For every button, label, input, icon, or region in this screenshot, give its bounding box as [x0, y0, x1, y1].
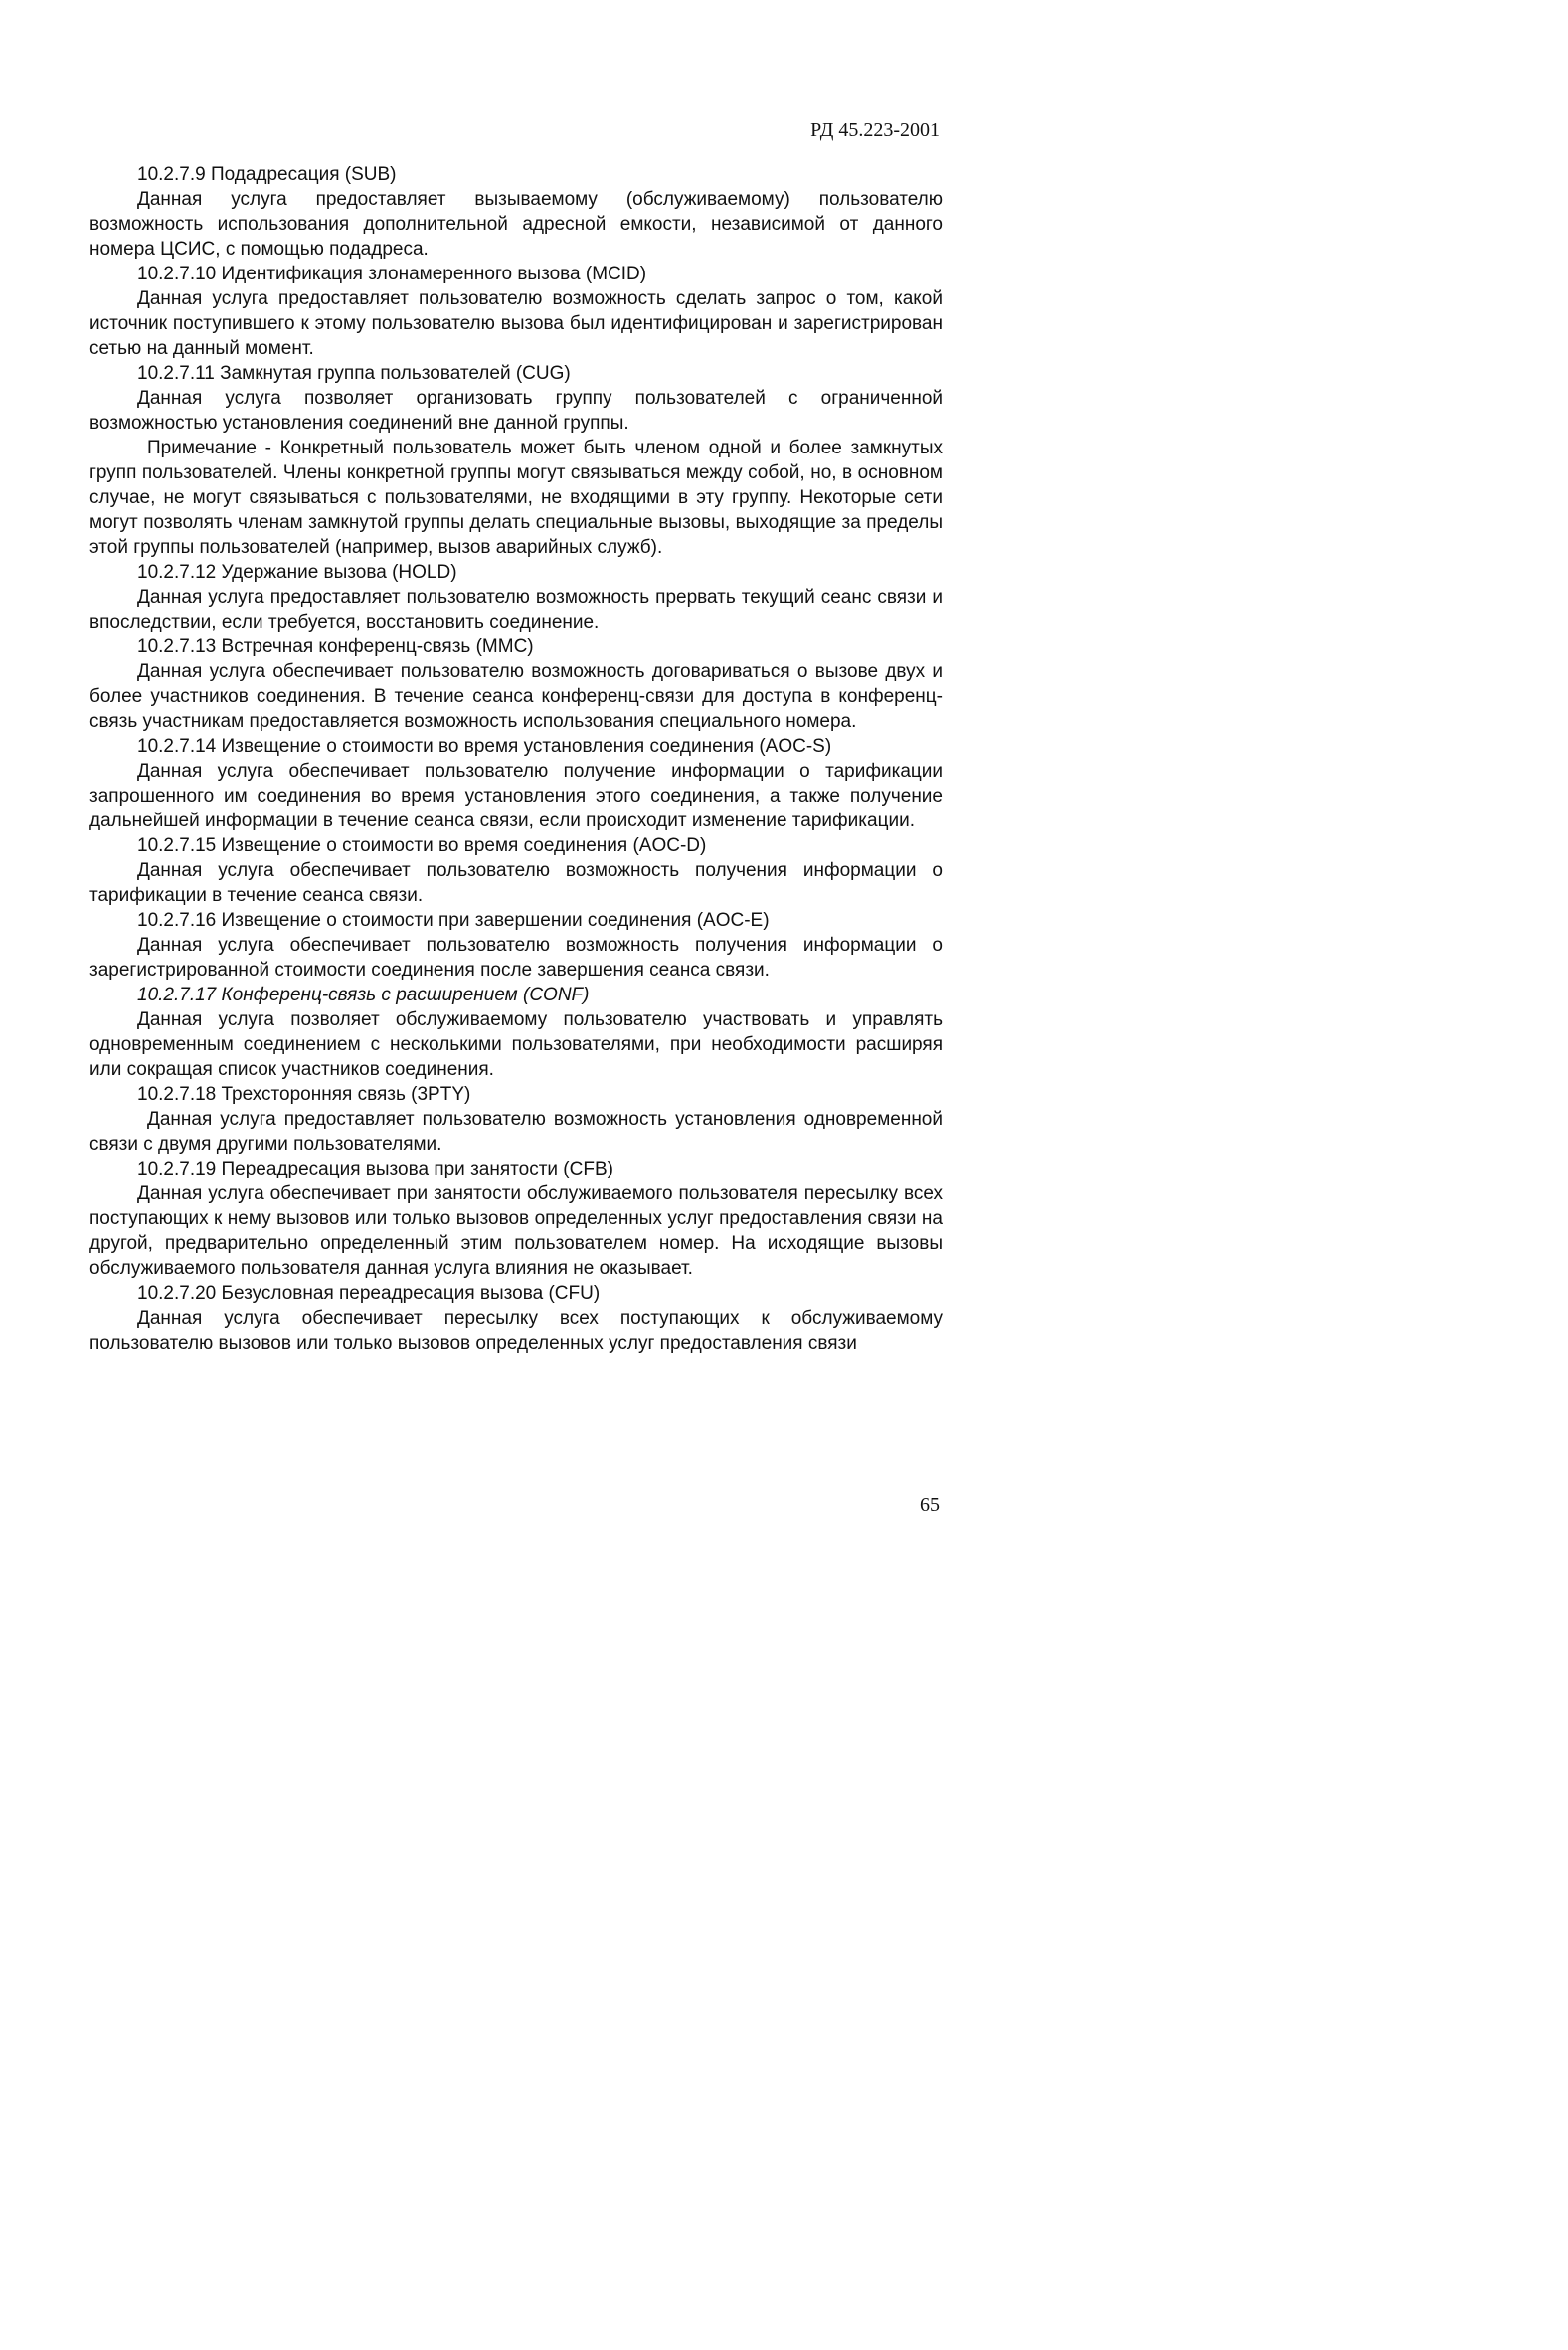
document-page — [0, 0, 1039, 1558]
section-text: Данная услуга обеспечивает пользователю возможность получения информации о тарификации в течение сеанса связи. — [89, 860, 943, 906]
section-heading: 10.2.7.18 Трехсторонняя связь (3PTY) — [137, 1084, 471, 1105]
section-text: Данная услуга обеспечивает при занятости обслуживаемого пользователя пересылку всех поступающих к нему вызовов или только вызовов определенных услуг предоставления связи на другой, предварительно определенный этим пользователем номер. На исходящие вызовы обслуживаемого пользователя данная услуга влияния не оказывает. — [89, 1183, 943, 1279]
section-heading: 10.2.7.16 Извещение о стоимости при завершении соединения (AOC-E) — [137, 910, 770, 931]
section-text: Данная услуга предоставляет пользователю возможность сделать запрос о том, какой источник поступившего к этому пользователю вызова был идентифицирован и зарегистрирован сетью на данный момент. — [89, 288, 943, 359]
section-text: Данная услуга позволяет обслуживаемому пользователю участвовать и управлять одновременным соединением с несколькими пользователями, при необходимости расширяя или сокращая список участников соединения. — [89, 1009, 943, 1080]
section-note: Примечание - Конкретный пользователь может быть членом одной и более замкнутых групп пользователей. Члены конкретной группы могут связываться между собой, но, в основном случае, не могут связываться с пользователями, не входящими в эту группу. Некоторые сети могут позволять членам замкнутой группы делать специальные вызовы, выходящие за пределы этой группы пользователей (например, вызов аварийных служб). — [89, 438, 943, 558]
section-text: Данная услуга обеспечивает пересылку всех поступающих к обслуживаемому пользователю вызовов или только вызовов определенных услуг предоставления связи — [89, 1308, 943, 1354]
section-text: Данная услуга предоставляет пользователю возможность установления одновременной связи с двумя другими пользователями. — [89, 1109, 943, 1155]
document-code: РД 45.223-2001 — [810, 119, 940, 141]
section-text: Данная услуга обеспечивает пользователю возможность получения информации о зарегистрированной стоимости соединения после завершения сеанса связи. — [89, 935, 943, 981]
section-heading: 10.2.7.10 Идентификация злонамеренного вызова (MCID) — [137, 264, 647, 284]
section-heading: 10.2.7.12 Удержание вызова (HOLD) — [137, 562, 457, 583]
section-heading: 10.2.7.14 Извещение о стоимости во время установления соединения (AOC-S) — [137, 736, 832, 757]
section-text: Данная услуга позволяет организовать группу пользователей с ограниченной возможностью установления соединений вне данной группы. — [89, 388, 943, 434]
section-heading: 10.2.7.9 Подадресация (SUB) — [137, 164, 397, 185]
section-text: Данная услуга предоставляет вызываемому (обслуживаемому) пользователю возможность использования дополнительной адресной емкости, независимой от данного номера ЦСИС, с помощью подадреса. — [89, 189, 943, 260]
section-heading: 10.2.7.19 Переадресация вызова при занятости (CFB) — [137, 1159, 613, 1179]
page-number: 65 — [920, 1494, 940, 1516]
section-text: Данная услуга обеспечивает пользователю возможность договариваться о вызове двух и более участников соединения. В течение сеанса конференц-связи для доступа в конференц-связь участникам предоставляется возможность использования специального номера. — [89, 661, 943, 732]
section-text: Данная услуга обеспечивает пользователю получение информации о тарификации запрошенного им соединения во время установления этого соединения, а также получение дальнейшей информации в течение сеанса связи, если происходит изменение тарификации. — [89, 761, 943, 831]
section-heading: 10.2.7.20 Безусловная переадресация вызова (CFU) — [137, 1283, 601, 1304]
document-body — [89, 162, 943, 1356]
section-heading: 10.2.7.11 Замкнутая группа пользователей (CUG) — [137, 363, 571, 384]
section-text: Данная услуга предоставляет пользователю возможность прервать текущий сеанс связи и впоследствии, если требуется, восстановить соединение. — [89, 587, 943, 633]
section-heading: 10.2.7.15 Извещение о стоимости во время соединения (AOC-D) — [137, 835, 707, 856]
section-heading: 10.2.7.17 Конференц-связь с расширением (CONF) — [137, 985, 590, 1005]
section-heading: 10.2.7.13 Встречная конференц-связь (MMC) — [137, 636, 534, 657]
